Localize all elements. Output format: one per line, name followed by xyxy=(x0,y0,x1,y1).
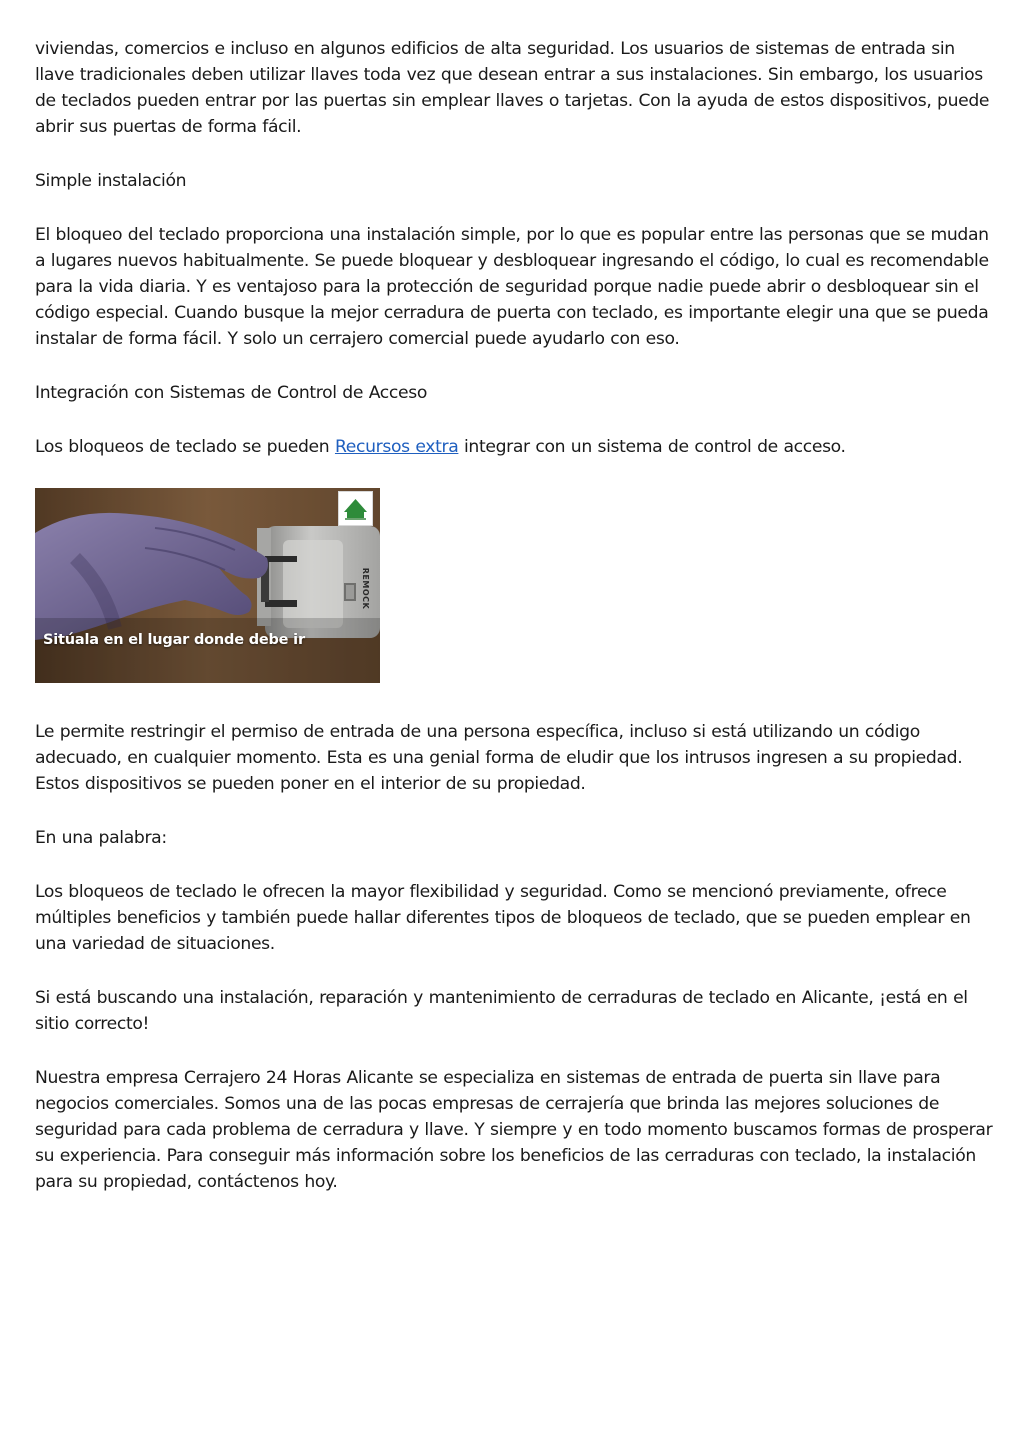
lock-installation-illustration xyxy=(35,488,380,683)
heading-en-una-palabra: En una palabra: xyxy=(35,828,167,848)
document-page xyxy=(35,36,993,1223)
paragraph-restringir: Le permite restringir el permiso de entrada de una persona específica, incluso si está utilizando un código adecuado, en cualquier momento. Esta es una genial forma de eludir que los intrusos ingresen a su propiedad. Estos dispositivos se pueden poner en el interior de su propiedad. xyxy=(35,722,963,794)
image-caption: Sitúala en el lugar donde debe ir xyxy=(43,632,305,648)
lock-installation-image xyxy=(35,488,380,683)
paragraph-flexibilidad: Los bloqueos de teclado le ofrecen la mayor flexibilidad y seguridad. Como se mencionó previamente, ofrece múltiples beneficios y también puede hallar diferentes tipos de bloqueos de teclado, que se pueden emplear en una variedad de situaciones. xyxy=(35,882,971,954)
paragraph-control-acceso xyxy=(35,434,993,460)
paragraph-control-acceso-start: Los bloqueos de teclado se pueden xyxy=(35,437,335,457)
paragraph-empresa: Nuestra empresa Cerrajero 24 Horas Alicante se especializa en sistemas de entrada de puerta sin llave para negocios comerciales. Somos una de las pocas empresas de cerrajería que brinda las mejores soluciones de seguridad para cada problema de cerradura y llave. Y siempre y en todo momento buscamos formas de prosperar su experiencia. Para conseguir más información sobre los beneficios de las cerraduras con teclado, la instalación para su propiedad, contáctenos hoy. xyxy=(35,1068,993,1192)
heading-simple-instalacion: Simple instalación xyxy=(35,171,187,191)
paragraph-alicante: Si está buscando una instalación, reparación y mantenimiento de cerraduras de teclado en Alicante, ¡está en el sitio correcto! xyxy=(35,988,968,1034)
device-brand-label: REMOCK xyxy=(360,567,370,610)
paragraph-control-acceso-end: integrar con un sistema de control de acceso. xyxy=(458,437,846,457)
recursos-extra-link[interactable]: Recursos extra xyxy=(334,437,459,457)
house-logo-icon xyxy=(339,492,372,525)
paragraph-intro: viviendas, comercios e incluso en algunos edificios de alta seguridad. Los usuarios de sistemas de entrada sin llave tradicionales deben utilizar llaves toda vez que desean entrar a sus instalaciones. Sin embargo, los usuarios de teclados pueden entrar por las puertas sin emplear llaves o tarjetas. Con la ayuda de estos dispositivos, puede abrir sus puertas de forma fácil. xyxy=(35,39,990,137)
brand-logo xyxy=(338,491,373,526)
heading-integracion: Integración con Sistemas de Control de Acceso xyxy=(35,383,427,403)
paragraph-instalacion: El bloqueo del teclado proporciona una instalación simple, por lo que es popular entre las personas que se mudan a lugares nuevos habitualmente. Se puede bloquear y desbloquear ingresando el código, lo cual es recomendable para la vida diaria. Y es ventajoso para la protección de seguridad porque nadie puede abrir o desbloquear sin el código especial. Cuando busque la mejor cerradura de puerta con teclado, es importante elegir una que se pueda instalar de forma fácil. Y solo un cerrajero comercial puede ayudarlo con eso. xyxy=(35,225,989,349)
